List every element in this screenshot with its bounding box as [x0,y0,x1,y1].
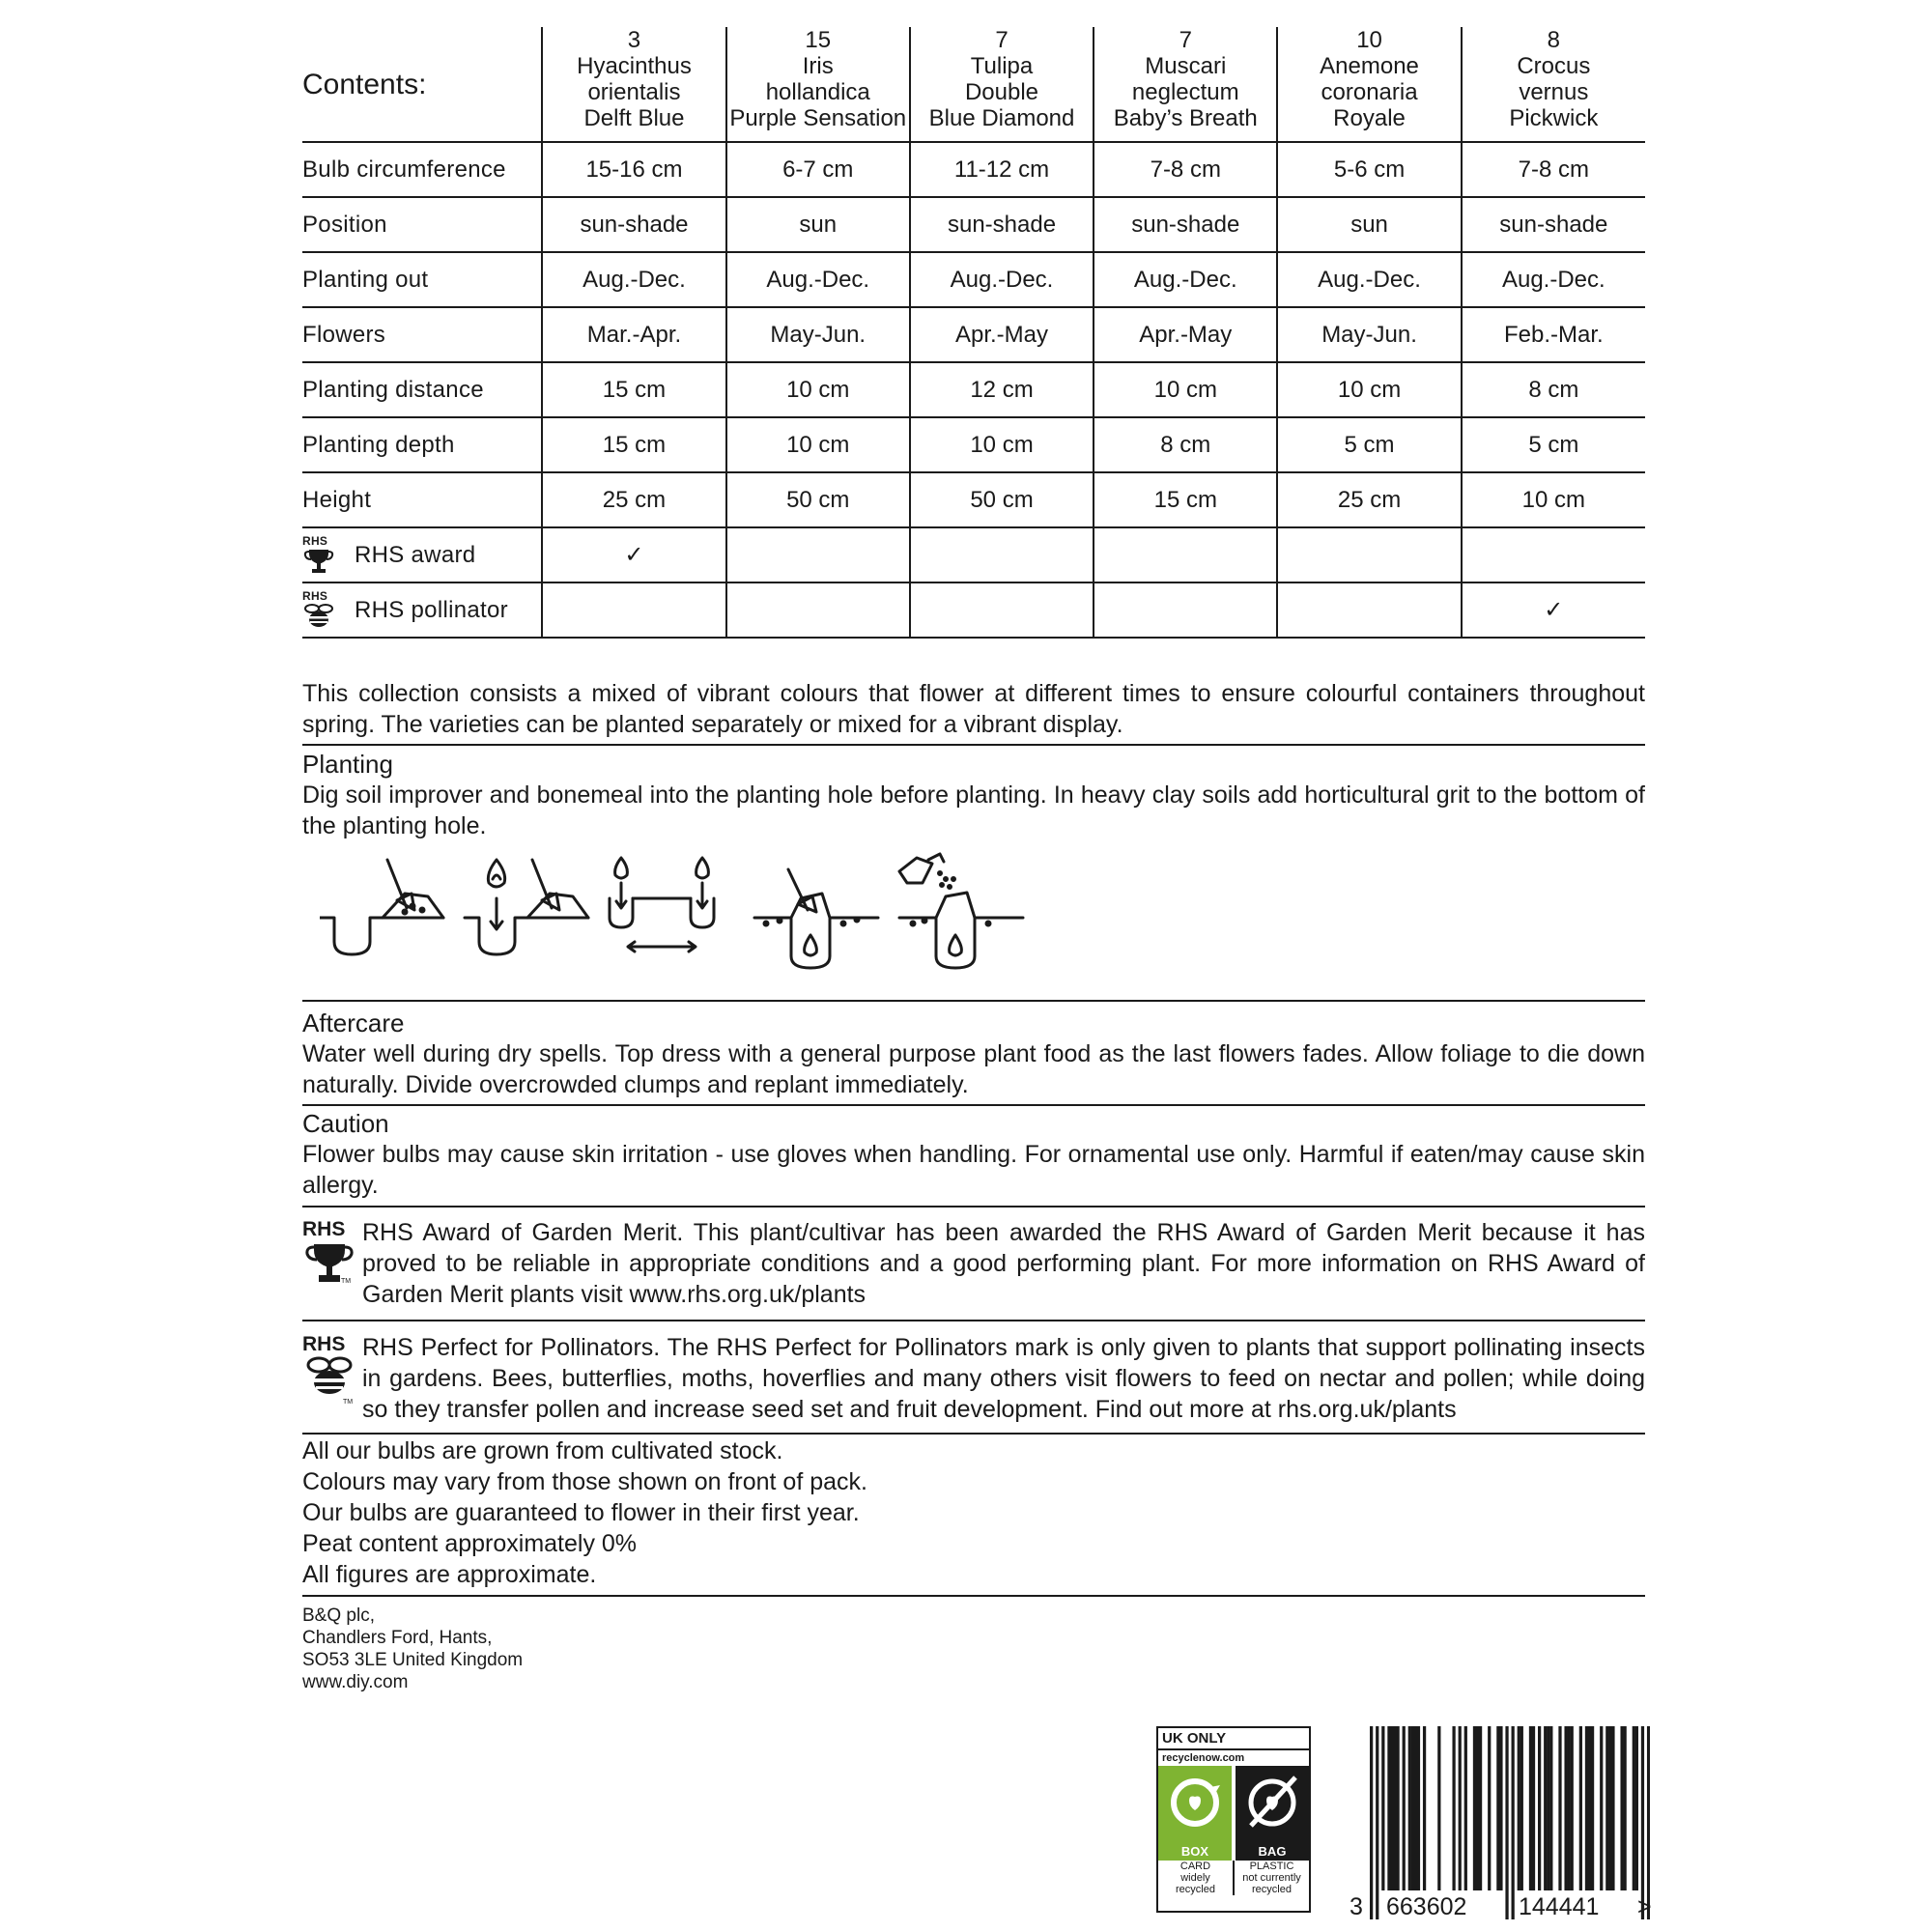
bag-recycle-icon [1236,1766,1309,1861]
barcode-bar [1585,1726,1588,1890]
rhs-award-body: This plant/cultivar has been awarded the RHS Award of Garden Merit because it has proved to be reliable in appropriate conditions and a good performing plant. For more information on [362,1219,1645,1277]
column-header [1277,27,1461,142]
barcode-bar [1591,1726,1594,1890]
barcode-bar [1571,1726,1574,1890]
table-cell: sun [726,197,910,252]
barcode-bar [1512,1726,1515,1919]
barcode-bar [1538,1726,1541,1890]
row-label-cell [302,582,542,638]
barcode-bar [1459,1726,1462,1890]
barcode-bar [1547,1726,1549,1890]
barcode-bar [1568,1726,1571,1890]
variety-line: Iris [802,53,834,79]
table-cell: 6-7 cm [726,142,910,197]
divider [302,1000,1645,1002]
barcode-bar [1558,1726,1561,1890]
variety-line: Muscari [1145,53,1227,79]
barcode-bar [1387,1726,1390,1890]
barcode-bar [1620,1726,1623,1890]
row-label-wrap [302,534,541,577]
table-cell: Apr.-May [910,307,1094,362]
check-cell: ✓ [1462,582,1645,638]
barcode-bar [1381,1726,1384,1890]
barcode-bar [1647,1726,1650,1919]
bulb-count: 15 [805,27,832,53]
table-cell: 8 cm [1094,417,1277,472]
table-header-row [302,27,1645,142]
barcode-bar [1479,1726,1482,1890]
note-line: Our bulbs are guaranteed to flower in their first year. [302,1499,860,1526]
check-cell [542,582,725,638]
barcode-bar [1423,1726,1426,1890]
variety-line: Purple Sensation [729,105,907,131]
planting-text: Dig soil improver and bonemeal into the planting hole before planting. In heavy clay soils add horticultural grit to the bottom of the planting hole. [302,781,1645,839]
barcode-bar [1518,1726,1520,1890]
company-address [302,1605,523,1693]
bag-caption [1235,1861,1309,1895]
table-cell: 15 cm [542,362,725,417]
table-body [302,142,1645,638]
table-cell: 25 cm [1277,472,1461,527]
column-header [1462,27,1645,142]
barcode-bar [1390,1726,1393,1890]
caption-line: PLASTIC [1249,1861,1294,1872]
barcode-bar [1520,1726,1523,1890]
variety-line: Hyacinthus [577,53,692,79]
variety-line: Delft Blue [583,105,685,131]
variety-line: Baby’s Breath [1113,105,1258,131]
rhs-award-row [302,527,1645,582]
table-row [302,197,1645,252]
row-label: RHS pollinator [355,596,508,623]
barcode-bar [1588,1726,1591,1890]
table-cell: Mar.-Apr. [542,307,725,362]
table-cell: 25 cm [542,472,725,527]
row-label-wrap [302,589,541,632]
barcode-group-1: 663602 [1386,1893,1467,1920]
barcode-bar [1411,1726,1414,1890]
dig-hole-step-icon [320,860,443,954]
table-cell: Apr.-May [1094,307,1277,362]
row-label: Height [302,472,542,527]
aftercare-text: Water well during dry spells. Top dress with a general purpose plant food as the last flowers fades. Allow foliage to die down naturally. Divide overcrowded clumps and replant immediately. [302,1040,1645,1098]
table-cell: 10 cm [726,417,910,472]
barcode-bar [1488,1726,1491,1890]
recycle-header: UK ONLY [1158,1728,1309,1750]
barcode-bar [1417,1726,1420,1890]
table-cell: Aug.-Dec. [910,252,1094,307]
table-cell: 50 cm [910,472,1094,527]
row-label: Position [302,197,542,252]
table-cell: sun [1277,197,1461,252]
svg-text:TM: TM [341,1278,352,1285]
barcode-bar [1633,1726,1635,1890]
variety-line: Pickwick [1509,105,1599,131]
divider [302,1104,1645,1106]
caution-text: Flower bulbs may cause skin irritation - use gloves when handling. For ornamental use only. Harmful if eaten/may cause skin allergy. [302,1141,1645,1199]
check-cell [1094,527,1277,582]
address-line: B&Q plc, [302,1605,375,1626]
bulb-spacing-step-icon [610,858,714,952]
rhs-bee-icon [302,1332,356,1409]
rhs-logo-text: RHS [302,1333,346,1355]
row-label: Planting distance [302,362,542,417]
rhs-trophy-icon [302,534,335,577]
table-cell: 7-8 cm [1462,142,1645,197]
table-cell: Aug.-Dec. [1462,252,1645,307]
table-cell: 5 cm [1462,417,1645,472]
bulb-count: 10 [1356,27,1382,53]
barcode-bar [1499,1726,1502,1890]
variety-line: neglectum [1131,79,1239,105]
table-cell: 50 cm [726,472,910,527]
svg-text:TM: TM [343,1399,354,1406]
caption-line: recycled [1252,1884,1292,1895]
widely-recycled-icon [1158,1766,1232,1841]
row-label-cell [302,527,542,582]
barcode-bar [1505,1726,1508,1919]
note-line: Colours may vary from those shown on front of pack. [302,1468,867,1495]
bulb-count: 7 [1179,27,1192,53]
barcode-bar [1393,1726,1396,1890]
barcode-bar [1544,1726,1547,1890]
rhs-award-name: RHS Award of Garden Merit [362,1250,1645,1308]
bag-label: BAG [1258,1844,1287,1859]
table-cell: 7-8 cm [1094,142,1277,197]
table-cell: 8 cm [1462,362,1645,417]
barcode-bar [1579,1726,1582,1890]
barcode-bar [1473,1726,1476,1890]
planting-steps-illustration [320,850,1035,976]
recycle-label [1156,1726,1311,1913]
rhs-logo-text: RHS [302,1218,346,1240]
variety-line: Double [964,79,1039,105]
barcode-end-mark: > [1637,1893,1652,1920]
table-cell: 5 cm [1277,417,1461,472]
barcode-bar [1464,1726,1467,1890]
barcode-bar [1611,1726,1614,1890]
table-cell: Aug.-Dec. [1094,252,1277,307]
rhs-pollinator-url: rhs.org.uk/plants [1277,1396,1457,1423]
table-cell: Aug.-Dec. [1277,252,1461,307]
table-row [302,307,1645,362]
table-row [302,142,1645,197]
barcode-digits [1350,1893,1659,1922]
variety-line: hollandica [765,79,870,105]
barcode-first-digit: 3 [1350,1893,1363,1920]
barcode-bar [1641,1726,1644,1919]
table-cell: May-Jun. [1277,307,1461,362]
row-label: RHS award [355,541,476,568]
variety-line: orientalis [587,79,681,105]
recycle-url: recyclenow.com [1162,1752,1245,1764]
box-label: BOX [1180,1844,1209,1859]
check-cell [910,527,1094,582]
not-recycled-icon [1236,1766,1309,1841]
svg-text:RHS: RHS [302,533,328,548]
table-cell: 10 cm [726,362,910,417]
contents-label: Contents: [302,27,542,142]
barcode-bar [1624,1726,1627,1890]
check-cell [1277,527,1461,582]
column-header [1094,27,1277,142]
caption-line: widely [1180,1872,1210,1884]
table-cell: Aug.-Dec. [542,252,725,307]
note-line: Peat content approximately 0% [302,1530,638,1557]
table-row [302,362,1645,417]
barcode-group-2: 144441 [1519,1893,1600,1920]
table-cell: 10 cm [1462,472,1645,527]
address-line: Chandlers Ford, Hants, [302,1628,493,1648]
table-cell: 11-12 cm [910,142,1094,197]
barcode-bar [1408,1726,1411,1890]
cover-bulb-step-icon [754,869,878,968]
rhs-pollinator-lead: RHS Perfect for Pollinators. [362,1334,661,1361]
table-cell: 15 cm [542,417,725,472]
barcode-bar [1608,1726,1611,1890]
box-recycle-icon [1158,1766,1232,1861]
check-cell: ✓ [542,527,725,582]
variety-line: Anemone [1320,53,1419,79]
aftercare-title: Aftercare [302,1009,405,1037]
water-bulb-step-icon [899,854,1023,968]
variety-line: Royale [1333,105,1406,131]
row-label: Planting out [302,252,542,307]
row-label: Planting depth [302,417,542,472]
rhs-award-text [362,1217,1645,1310]
table-cell: 15 cm [1094,472,1277,527]
bulb-count: 7 [995,27,1009,53]
row-label: Bulb circumference [302,142,542,197]
barcode-bar [1370,1726,1373,1919]
table-cell: 12 cm [910,362,1094,417]
bulb-count: 8 [1547,27,1561,53]
table-row [302,417,1645,472]
contents-table [302,27,1645,639]
place-bulb-step-icon [465,860,588,954]
row-label: Flowers [302,307,542,362]
check-cell [1094,582,1277,638]
table-cell: sun-shade [1462,197,1645,252]
address-line: www.diy.com [302,1672,409,1692]
planting-title: Planting [302,750,393,779]
table-cell: sun-shade [1094,197,1277,252]
rhs-award-body2: plants visit [502,1281,630,1308]
barcode-bar [1549,1726,1552,1890]
rhs-pollinator-section [302,1332,1645,1425]
column-header [910,27,1094,142]
barcode-bar [1414,1726,1417,1890]
barcode-bar [1437,1726,1440,1890]
barcode-bar [1635,1726,1638,1890]
check-cell [910,582,1094,638]
rhs-trophy-icon [302,1217,356,1294]
table-cell: May-Jun. [726,307,910,362]
variety-line: Crocus [1517,53,1591,79]
barcode-bar [1452,1726,1455,1890]
divider [302,1433,1645,1435]
table-cell: sun-shade [910,197,1094,252]
rhs-award-url: www.rhs.org.uk/plants [629,1281,867,1308]
rhs-award-lead: RHS Award of Garden Merit. [362,1219,684,1246]
caution-title: Caution [302,1109,389,1138]
divider [302,1206,1645,1208]
barcode-bar [1376,1726,1378,1919]
caption-line: not currently [1242,1872,1301,1884]
rhs-award-section [302,1217,1645,1310]
bulb-count: 3 [627,27,641,53]
barcode-bar [1496,1726,1499,1890]
divider [302,744,1645,746]
barcode-bar [1403,1726,1406,1890]
svg-text:RHS: RHS [302,588,328,603]
rhs-bee-icon [302,589,335,632]
barcode-bar [1396,1726,1399,1890]
intro-text: This collection consists a mixed of vibrant colours that flower at different times to ensure colourful containers throughout spring. The varieties can be planted separately or mixed for a vibrant display. [302,680,1645,738]
note-line: All figures are approximate. [302,1561,597,1588]
caption-line: recycled [1176,1884,1215,1895]
table-cell: 10 cm [1277,362,1461,417]
note-line: All our bulbs are grown from cultivated stock. [302,1437,783,1464]
column-header [726,27,910,142]
barcode-bar [1476,1726,1479,1890]
rhs-pollinator-body: The RHS Perfect for Pollinators mark is only given to plants that support pollinating insects in gardens. Bees, butterflies, moths, hoverflies and many others visit flowers to feed on nectar and pollen; while doing so they transfer pollen and increase seed set and fruit development. Find out more at [362,1334,1645,1423]
recycle-icons [1158,1766,1309,1861]
check-cell [1277,582,1461,638]
recycle-captions [1158,1861,1309,1895]
variety-line: Tulipa [970,53,1034,79]
table-row [302,252,1645,307]
divider [302,1595,1645,1597]
table-cell: sun-shade [542,197,725,252]
table-cell: 15-16 cm [542,142,725,197]
variety-line: vernus [1519,79,1589,105]
barcode-bar [1605,1726,1608,1890]
column-header [542,27,725,142]
barcode [1370,1726,1650,1919]
barcode-bar [1532,1726,1535,1890]
check-cell [1462,527,1645,582]
address-line: SO53 3LE United Kingdom [302,1650,524,1670]
table-cell: 10 cm [910,417,1094,472]
table-cell: 10 cm [1094,362,1277,417]
check-cell [726,582,910,638]
check-cell [726,527,910,582]
variety-line: Blue Diamond [928,105,1075,131]
caption-line: CARD [1179,1861,1211,1872]
rhs-pollinator-text [362,1332,1645,1425]
notes-list [302,1435,867,1590]
rhs-pollinator-row [302,582,1645,638]
variety-line: coronaria [1321,79,1418,105]
table-row [302,472,1645,527]
box-caption [1158,1861,1235,1895]
barcode-bar [1600,1726,1603,1890]
table-cell: Aug.-Dec. [726,252,910,307]
table-cell: Feb.-Mar. [1462,307,1645,362]
barcode-bar [1564,1726,1567,1890]
barcode-bar [1529,1726,1532,1890]
table-cell: 5-6 cm [1277,142,1461,197]
divider [302,1320,1645,1321]
